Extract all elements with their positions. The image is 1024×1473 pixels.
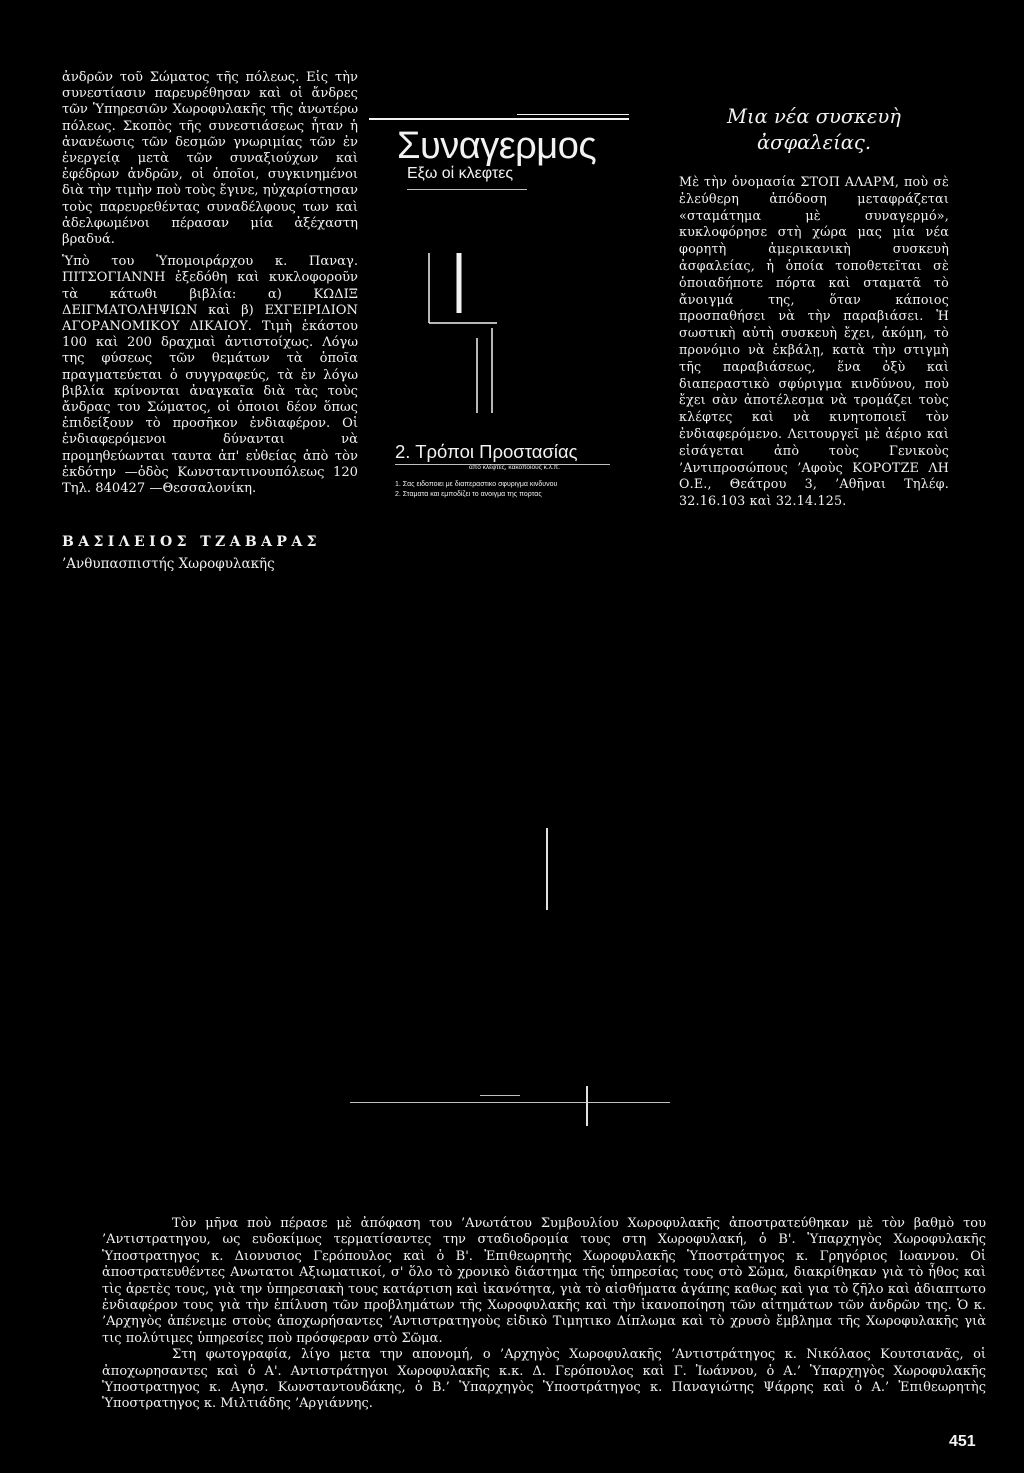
ad-list-item: 2. Σταματα και εμποδίζει το ανοιγμα της πορτας [395,491,542,498]
right-article-title [679,104,949,156]
ad-subtitle: Εξω οἱ κλεφτες [407,165,514,182]
right-title-line-1: Μια νέα συσκευὴ [727,105,901,128]
ad-list [395,480,557,500]
photo-artifact [546,828,548,910]
caption-paragraph-1: Τὸν μῆνα ποὺ πέρασε μὲ ἀπόφαση του ’Ανωτάτου Συμβουλίου Χωροφυλακῆς ἀποστρατεύθηκαν μὲ τὸν βαθμὸ του ’Αντιστρατηγου, ως ευδοκίμως τερματίσαντες την σταδιοδρομία τους στη Χωροφυλακή, ὁ Β'. Ὑπαρχηγὸς Χωροφυλακῆς Ὑποστρατηγος κ. Διονυσιος Γερόπουλος καὶ ὁ Β'. Ἐπιθεωρητὴς Χωροφυλακῆς Ὑποστράτηγος κ. Γρηγόριος Ιωαννου. Οἱ ἀποστρατευθέντες Ανωτατοι Αξιωματικοί, σ' ὅλο τὸ χρονικὸ διάστημα τῆς ὑπηρεσίας τους στὸ Σῶμα, διακρίθηκαν γιὰ τὸ ἦθος καὶ τὶς ἀρετὲς τους, γιὰ την ὑπηρεσιακὴ τους κατάρτιση καὶ ἱκανότητα, γιὰ τὸ αἰσθήματα ἀγάπης καθως καὶ για τὸ ζῆλο καὶ ἀδιαπτωτο ἐνδιαφέρον τους γιὰ τὴν ἐπίλυση τῶν προβλημάτων τῆς Χωροφυλακῆς καὶ τὴν ἱκανοποίηση τῶν αἰτημάτων τῶν ἀνδρῶν της. Ὁ κ. ’Αρχηγὸς ἀπένειμε στοὺς ἀποχωρήσαντες ’Αντιστρατηγοὺς εἰδικὸ Τιμητικο Δίπλωμα καὶ τὸ χρυσὸ ἔμβλημα τῆς Χωροφυλακῆς γιὰ τις πολύτιμες ὑπηρεσίες ποὺ πρόσφεραν στὸ Σῶμα. [102,1216,986,1346]
ad-divider [407,189,527,190]
photo-artifact [350,1102,670,1103]
left-column [62,70,358,503]
ad-divider [517,114,629,115]
photo-artifact [480,1095,520,1096]
door-alarm-icon [417,253,507,413]
ad-title: Συναγερμος [397,125,597,167]
ad-divider [369,118,629,120]
photo-artifact [586,1086,588,1126]
ad-heading-sub: από κλέφτες, κακοποιούς κ.λ.π. [469,464,560,471]
right-column [679,104,949,510]
ad-list-item: 1. Σας ειδοποιει με διαπεραστικο σφυριγμα κινδυνου [395,481,558,488]
page-number: 451 [949,1433,976,1450]
signature-name: ΒΑΣΙΛΕΙΟΣ ΤΖΑΒΑΡΑΣ [62,534,321,550]
ad-heading: 2. Τρόποι Προστασίας [395,441,578,462]
alarm-advertisement [367,108,635,518]
left-paragraph-1: ἀνδρῶν τοῦ Σώματος τῆς πόλεως. Εἰς τὴν συνεστίασιν παρευρέθησαν καὶ οἱ ἄνδρες τῶν Ὑπηρεσιῶν Χωροφυλακῆς τῆς ἀνωτέρω πόλεως. Σκοπὸς τῆς συνεστιάσεως ἦταν ἡ ἀνανέωσις τῶν δεσμῶν γνωριμίας τῶν ἐν ἐνεργείᾳ μετὰ τῶν συναξιούχων καὶ ἐφέδρων ἀνδρῶν, οἱ ὁποῖοι, συγκινημένοι διὰ τὴν τιμὴν ποὺ τοὺς ἔγινε, ηὐχαρίστησαν τοὺς παρευρεθέντας συναδέλφους των καὶ ἀδελφωμένοι πέρασαν μία ἀξέχαστη βραδυά. [62,70,358,248]
left-paragraph-2: Ὑπὸ του Ὑπομοιράρχου κ. Παναγ. ΠΙΤΣΟΓΙΑΝΝΗ ἐξεδόθη καὶ κυκλοφοροῦν τὰ κάτωθι βιβλία: α) ΚΩΔΙΞ ΔΕΙΓΜΑΤΟΛΗΨΙΩΝ καὶ β) ΕΧΓΕΙΡΙΔΙΟΝ ΑΓΟΡΑΝΟΜΙΚΟΥ ΔΙΚΑΙΟΥ. Τιμὴ ἑκάστου 100 καὶ 200 δραχμαὶ ἀντιστοίχως. Λόγω της φύσεως τῶν θεμάτων τὰ ὁποῖα πραγματεύεται ὁ συγγραφεύς, τὰ ἐν λόγω βιβλία κρίνονται ἀναγκαῖα διὰ τὰς τοὺς ἄνδρας του Σώματος, οἱ ὁποιοι δέον ὅπως ἐπιδείξουν τὸ προσῆκον ἐνδιαφέρον. Οἱ ἐνδιαφερόμενοι δύνανται νὰ προμηθεύωνται ταυτα ἀπ' εὐθείας ἀπὸ τὸν ἐκδότην —ὁδὸς Κωνσταντινουπόλεως 120 Τηλ. 840427 —Θεσσαλονίκη. [62,254,358,497]
photo-caption [102,1216,986,1413]
right-title-line-2: ἀσφαλείας. [756,131,872,154]
caption-paragraph-2: Στη φωτογραφία, λίγο μετα την απονομή, ο ’Αρχηγὸς Χωροφυλακῆς ’Αντιστράτηγος κ. Νικόλαος Κουτσιανᾶς, οἱ ἀποχωρησαντες καὶ ὁ Α'. Αντιστράτηγοι Χωροφυλακῆς κ.κ. Δ. Γερόπουλος καὶ Γ. Ἰωάννου, ὁ Α.’ Ὑπαρχηγὸς Χωροφυλακῆς Ὑποστρατηγος κ. Αγησ. Κωνσταντουδάκης, ὁ Β.’ Ὑπαρχηγὸς Ὑποστράτηγος κ. Παναγιώτης Ψάρρης καὶ ὁ Α.’ Ἐπιθεωρητὴς Ὑποστρατηγος κ. Μιλτιάδης ’Αργιάννης. [102,1347,986,1412]
signature [62,531,362,575]
right-article-body: Μὲ τὴν ὀνομασία ΣΤΟΠ ΑΛΑΡΜ, ποὺ σὲ ἐλεύθερη ἀπόδοση μεταφράζεται «σταμάτημα μὲ συναγερμό», κυκλοφόρησε στὴ χώρα μας μία νέα φορητὴ ἀμερικανικὴ συσκευὴ ἀσφαλείας, ἡ ὁποία τοποθετεῖται σὲ ὁποιαδήποτε πόρτα καὶ σταματᾶ τὸ ἄνοιγμά της, ὅταν κάποιος προσπαθήσει νὰ τὴν παραβιάσει. Ἡ σωστικὴ αὐτὴ συσκευὴ ἔχει, ἀκόμη, τὸ προνόμιο νὰ ἐκβάλῃ, κατὰ τὴν στιγμὴ τῆς παραβιάσεως, ἕνα ὀξὺ καὶ διαπεραστικὸ σφύριγμα κινδύνου, ποὺ ἔχει σὰν ἀποτέλεσμα νὰ τρομάζει τοὺς κλέφτες καὶ νὰ κινητοποιεῖ τὸν ἐνδιαφερόμενο. Λειτουργεῖ μὲ ἀέριο καὶ εἰσάγεται ἀπὸ τοὺς Γενικοὺς ’Αντιπροσώπους ’Αφοὺς ΚΟΡΟΤΖΕ ΛΗ Ο.Ε., Θεάτρου 3, ’Αθῆναι Τηλέφ. 32.16.103 καὶ 32.14.125. [679,174,949,509]
signature-rank: ’Ανθυπασπιστής Χωροφυλακῆς [62,556,275,572]
